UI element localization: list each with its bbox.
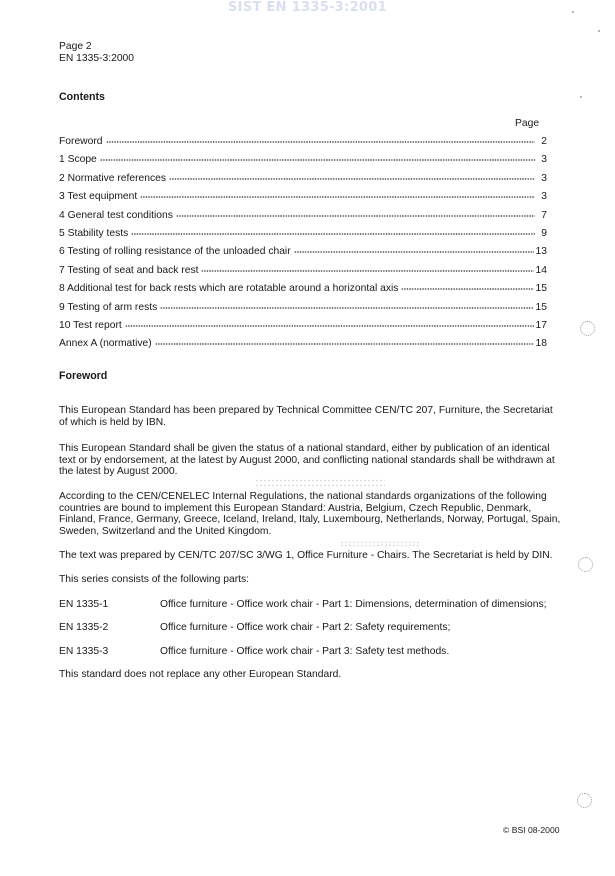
dot-leader	[131, 225, 535, 237]
toc-entry-page: 15	[535, 283, 547, 295]
contents-heading: Contents	[59, 91, 105, 103]
toc-entry-page: 3	[541, 191, 547, 203]
toc-entry-page: 15	[535, 301, 547, 313]
toc-entry-page: 3	[541, 172, 547, 184]
toc-entry[interactable]	[59, 334, 547, 352]
dot-leader	[155, 335, 534, 347]
table-of-contents	[59, 132, 547, 353]
foreword-heading: Foreword	[59, 370, 108, 382]
foreword-paragraph: This European Standard has been prepared by Technical Committee CEN/TC 207, Furniture, the Secretariat of which is held by IBN.	[59, 405, 553, 428]
scan-speck	[580, 96, 582, 98]
toc-entry-title: Foreword	[59, 136, 103, 147]
toc-entry[interactable]	[59, 187, 547, 205]
faint-stamp-mark	[255, 478, 385, 488]
toc-entry-title: 8 Additional test for back rests which are rotatable around a horizontal axis	[59, 283, 399, 295]
part-code: EN 1335-3	[59, 646, 109, 657]
toc-entry-title: Annex A (normative)	[59, 338, 152, 350]
part-title: Office furniture - Office work chair - Part 2: Safety requirements;	[160, 622, 451, 633]
part-title: Office furniture - Office work chair - Part 1: Dimensions, determination of dimensions;	[160, 599, 547, 610]
part-title: Office furniture - Office work chair - Part 3: Safety test methods.	[160, 646, 450, 657]
dot-leader	[125, 317, 534, 329]
dot-leader	[160, 299, 533, 311]
toc-entry[interactable]	[59, 206, 547, 224]
dot-leader	[100, 151, 535, 163]
page-column-header: Page	[515, 118, 540, 129]
toc-entry-page: 18	[535, 338, 547, 350]
foreword-paragraph: The text was prepared by CEN/TC 207/SC 3/WG 1, Office Furniture - Chairs. The Secretariat is held by DIN.	[59, 550, 553, 561]
faint-stamp-mark	[340, 541, 420, 547]
dot-leader	[401, 280, 533, 292]
dot-leader	[140, 188, 535, 200]
toc-entry[interactable]	[59, 316, 547, 334]
binding-hole-mark	[577, 793, 592, 808]
scan-speck	[598, 30, 600, 32]
foreword-paragraph: According to the CEN/CENELEC Internal Regulations, the national standards organizations of the following countries are bound to implement this European Standard: Austria, Belgium, Czech Republic, Denmark, Finland, France, Germany, Greece, Iceland, Ireland, Italy, Luxembourg, Netherlands, Norway, Portugal, Spain, Sweden, Switzerland and the United Kingdom.	[59, 491, 561, 537]
toc-entry[interactable]	[59, 224, 547, 242]
page-label: Page 2	[59, 41, 92, 52]
toc-entry-title: 4 General test conditions	[59, 209, 173, 221]
toc-entry-title: 9 Testing of arm rests	[59, 301, 158, 313]
foreword-closing: This standard does not replace any other European Standard.	[59, 669, 342, 680]
toc-entry-page: 9	[541, 227, 547, 239]
binding-hole-mark	[580, 321, 595, 336]
toc-entry[interactable]	[59, 279, 547, 297]
page-header	[59, 41, 134, 65]
toc-entry-page: 17	[535, 319, 547, 331]
dot-leader	[176, 207, 535, 219]
binding-hole-mark	[578, 557, 593, 572]
foreword-paragraph: This series consists of the following parts:	[59, 574, 249, 585]
toc-entry-title: 1 Scope	[59, 154, 97, 166]
toc-entry[interactable]	[59, 298, 547, 316]
dot-leader	[201, 262, 533, 274]
document-id: EN 1335-3:2000	[59, 53, 134, 64]
toc-entry-page: 2	[541, 136, 547, 147]
toc-entry[interactable]	[59, 150, 547, 168]
part-code: EN 1335-1	[59, 599, 109, 610]
toc-entry[interactable]	[59, 242, 547, 260]
toc-entry-title: 3 Test equipment	[59, 191, 138, 203]
scan-speck	[572, 11, 574, 13]
toc-entry[interactable]	[59, 132, 547, 150]
copyright-footer: © BSI 08-2000	[503, 825, 560, 835]
foreword-paragraph: This European Standard shall be given the status of a national standard, either by publication of an identical text or by endorsement, at the latest by August 2000, and conflicting national standards shall be withdrawn at the latest by August 2000.	[59, 443, 555, 478]
part-code: EN 1335-2	[59, 622, 109, 633]
toc-entry-title: 7 Testing of seat and back rest	[59, 264, 199, 276]
toc-entry-title: 5 Stability tests	[59, 227, 129, 239]
toc-entry-page: 13	[535, 246, 547, 258]
toc-entry-page: 7	[541, 209, 547, 221]
dot-leader	[294, 243, 534, 255]
toc-entry[interactable]	[59, 261, 547, 279]
dot-leader	[169, 170, 535, 182]
toc-entry-title: 10 Test report	[59, 319, 122, 331]
dot-leader	[106, 133, 536, 145]
toc-entry-page: 3	[541, 154, 547, 166]
watermark: SIST EN 1335-3:2001	[228, 0, 387, 15]
toc-entry-title: 6 Testing of rolling resistance of the unloaded chair	[59, 246, 291, 258]
toc-entry[interactable]	[59, 169, 547, 187]
toc-entry-page: 14	[535, 264, 547, 276]
toc-entry-title: 2 Normative references	[59, 172, 167, 184]
